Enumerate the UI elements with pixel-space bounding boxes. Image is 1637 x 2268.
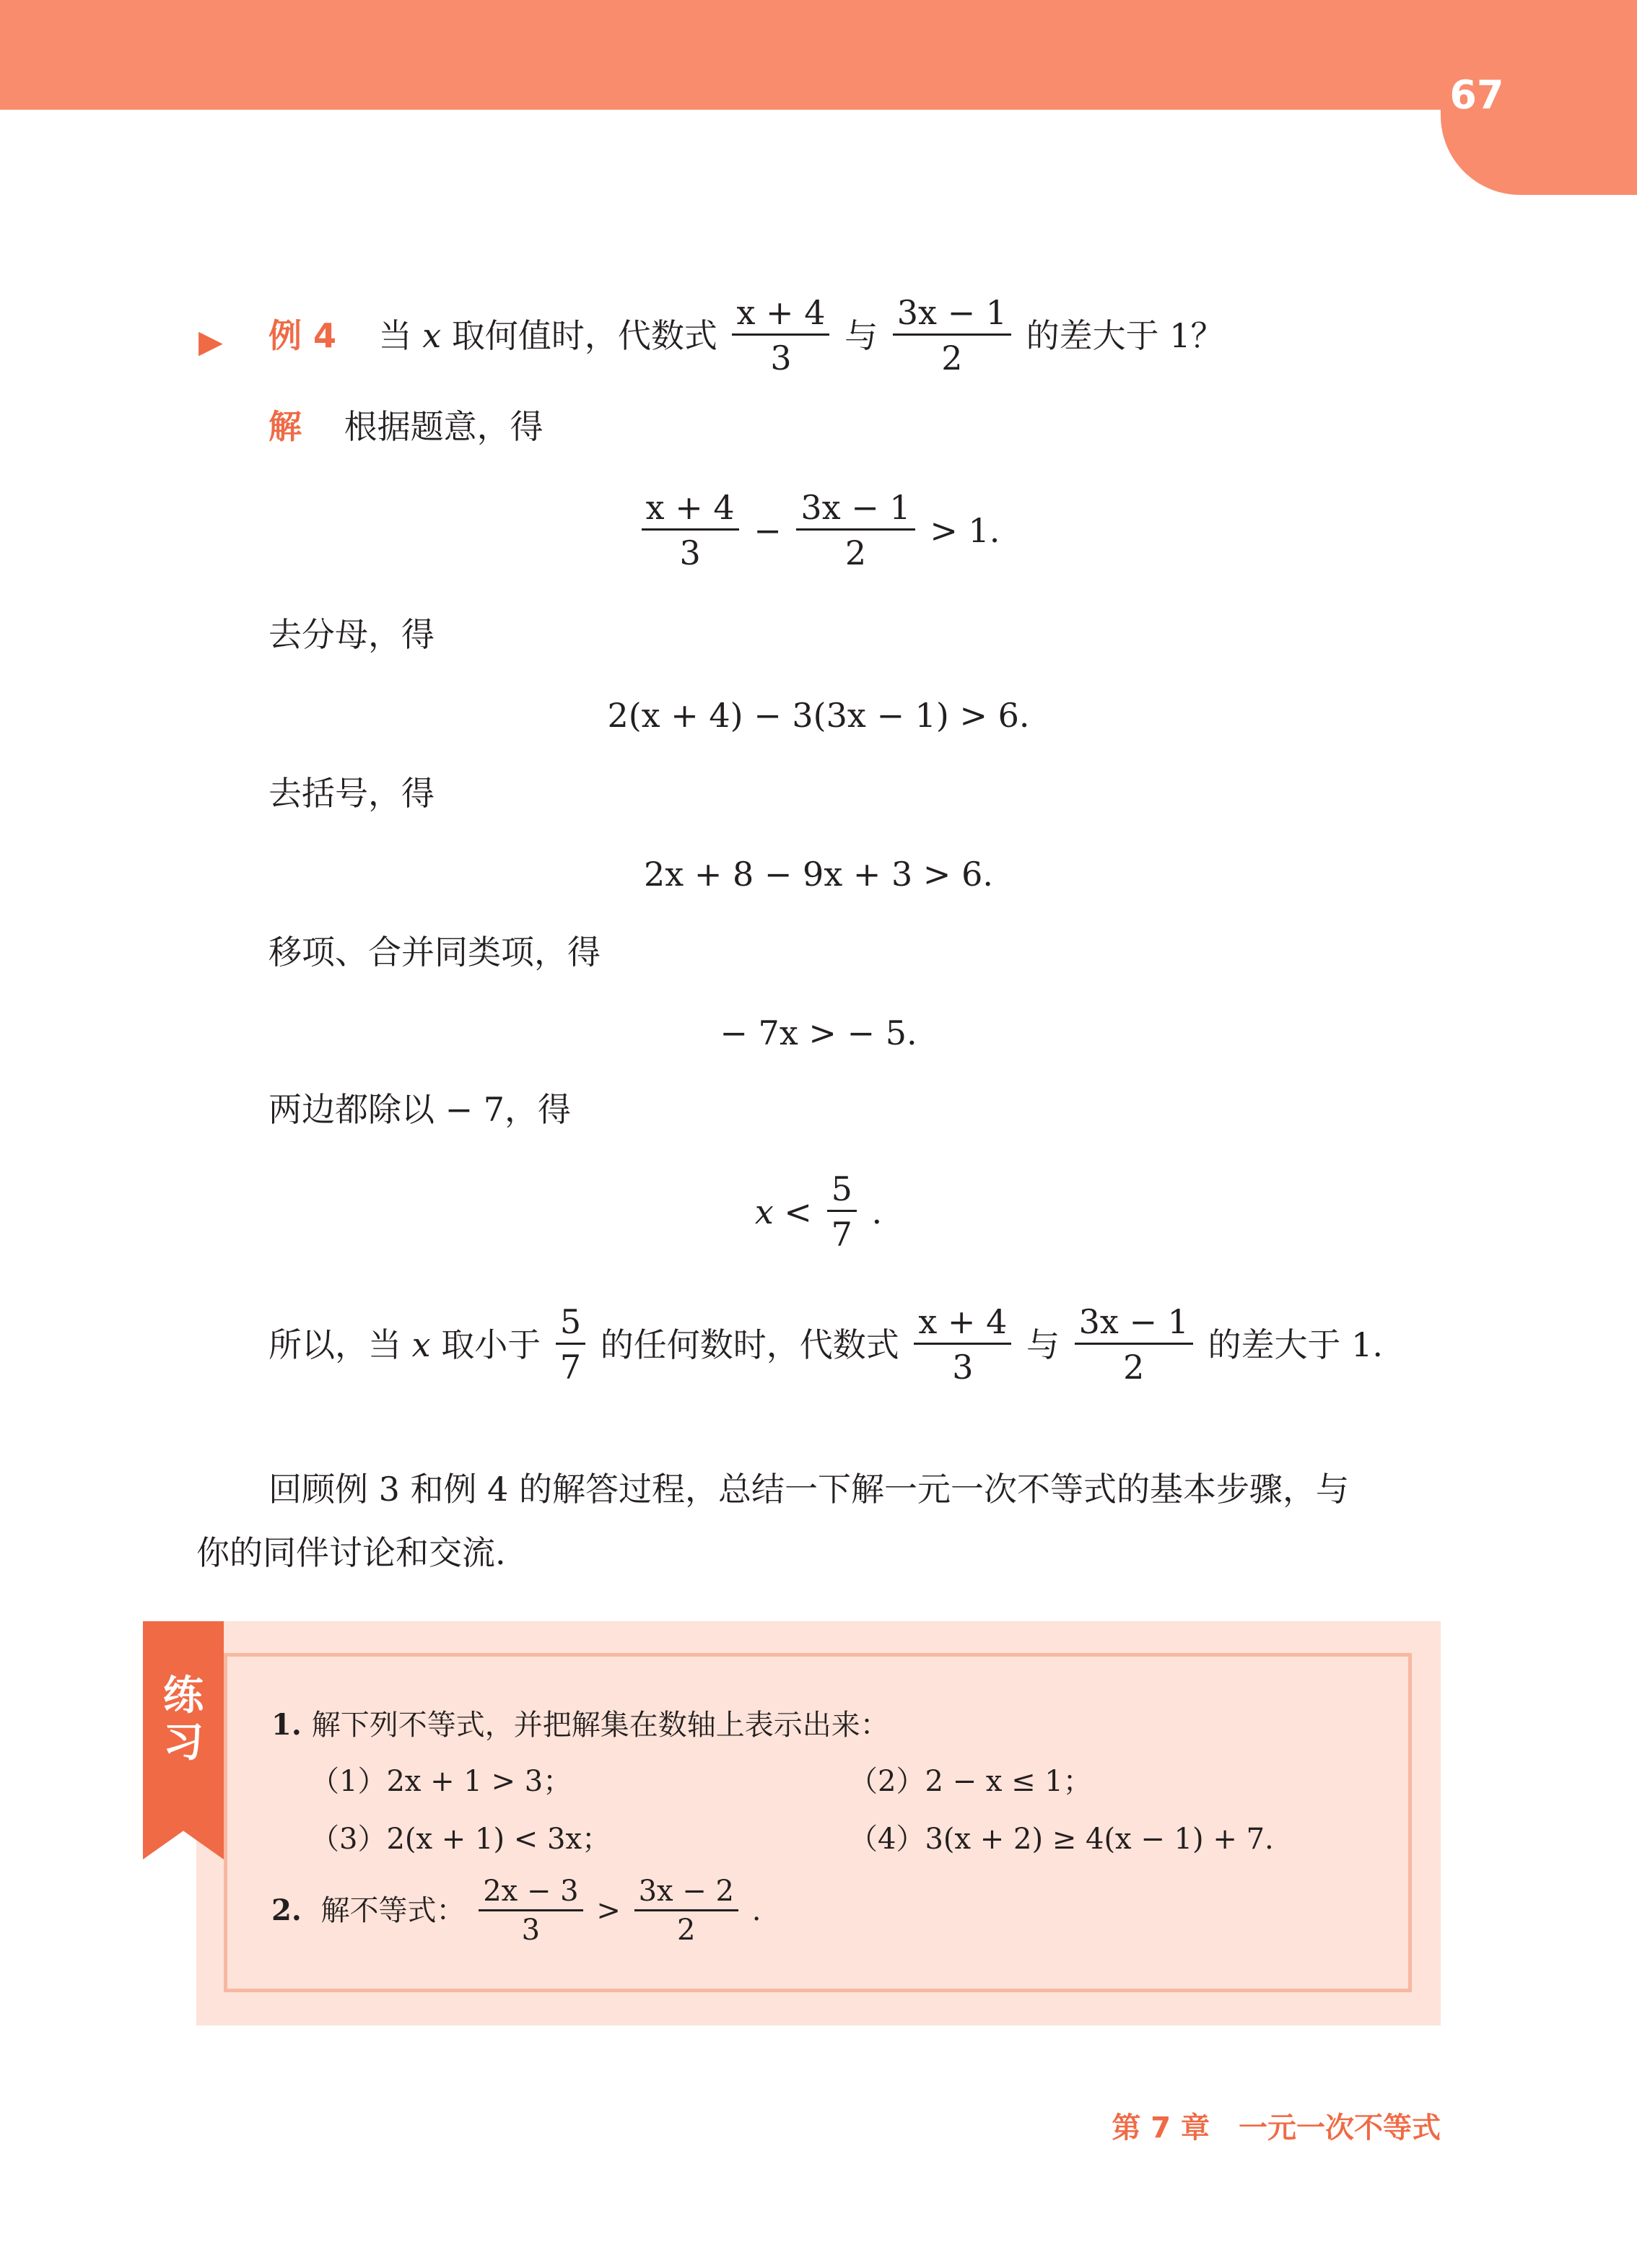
- equation-5: x < $\frac{5}{7}$ .: [754, 1169, 883, 1254]
- step-text: 两边都除以 − 7，得: [269, 1090, 572, 1129]
- fraction: $\frac{3x - 1}{2}$: [893, 296, 1011, 375]
- step-text: 去分母，得: [269, 615, 435, 654]
- example-label: 例 4: [269, 315, 337, 355]
- equation-2: 2(x + 4) − 3(3x − 1) > 6.: [607, 696, 1030, 735]
- review-line-1: 回顾例 3 和例 4 的解答过程，总结一下解一元一次不等式的基本步骤，与: [269, 1470, 1350, 1509]
- practice-ribbon-label: 练习: [163, 1672, 204, 1766]
- fraction: $\frac{3x - 2}{2}$: [634, 1877, 738, 1945]
- example-question: [269, 293, 1224, 378]
- practice-item: （2）2 − x ≤ 1；: [849, 1765, 1092, 1798]
- question-text: 当: [378, 315, 412, 355]
- practice-item: （1）2x + 1 > 3；: [310, 1765, 572, 1798]
- equation-4: − 7x > − 5.: [720, 1013, 917, 1052]
- equation-3: 2x + 8 − 9x + 3 > 6.: [644, 855, 993, 894]
- practice-q2: 2. 解不等式： $\frac{2x - 3}{3}$ > $\frac{3x - 2}{2}$ .: [271, 1875, 761, 1947]
- fraction: $\frac{3x - 1}{2}$: [1075, 1305, 1193, 1384]
- review-line-2: 你的同伴讨论和交流.: [196, 1533, 506, 1572]
- play-triangle-icon: ▶: [198, 323, 223, 360]
- step-text: 去括号，得: [269, 774, 435, 813]
- solution-label: 解: [269, 407, 302, 446]
- conclusion: 所以，当 x 取小于 $\frac{5}{7}$ 的任何数时，代数式 $\frac{x + 4}{3}$ 与 $\frac{3x - 1}{2}$ 的差大于 1.: [269, 1302, 1384, 1387]
- page-number: 67: [1449, 72, 1504, 118]
- practice-q1: 1. 解下列不等式，并把解集在数轴上表示出来：: [271, 1708, 889, 1742]
- fraction: $\frac{3x - 1}{2}$: [796, 491, 914, 570]
- practice-item: （3）2(x + 1) < 3x；: [310, 1823, 611, 1856]
- question-text: 的差大于 1？: [1026, 315, 1224, 355]
- fraction: $\frac{2x - 3}{3}$: [479, 1877, 582, 1945]
- fraction: $\frac{x + 4}{3}$: [732, 296, 829, 375]
- solution-intro: 解 根据题意，得: [269, 407, 544, 446]
- header-band: [0, 0, 1637, 110]
- equation-1: $\frac{x + 4}{3}$ − $\frac{3x - 1}{2}$ > 1.: [0, 491, 1637, 570]
- fraction: $\frac{5}{7}$: [827, 1172, 857, 1251]
- fraction: $\frac{5}{7}$: [556, 1305, 585, 1384]
- step-text: 移项、合并同类项，得: [269, 933, 601, 972]
- fraction: $\frac{x + 4}{3}$: [642, 491, 739, 570]
- question-text: 取何值时，代数式: [451, 315, 717, 355]
- fraction: $\frac{x + 4}{3}$: [914, 1305, 1011, 1384]
- chapter-footer: 第 7 章 一元一次不等式: [1112, 2111, 1441, 2145]
- question-text: 与: [844, 315, 878, 355]
- practice-item: （4）3(x + 2) ≥ 4(x − 1) + 7.: [849, 1823, 1274, 1856]
- question-var: x: [422, 315, 442, 355]
